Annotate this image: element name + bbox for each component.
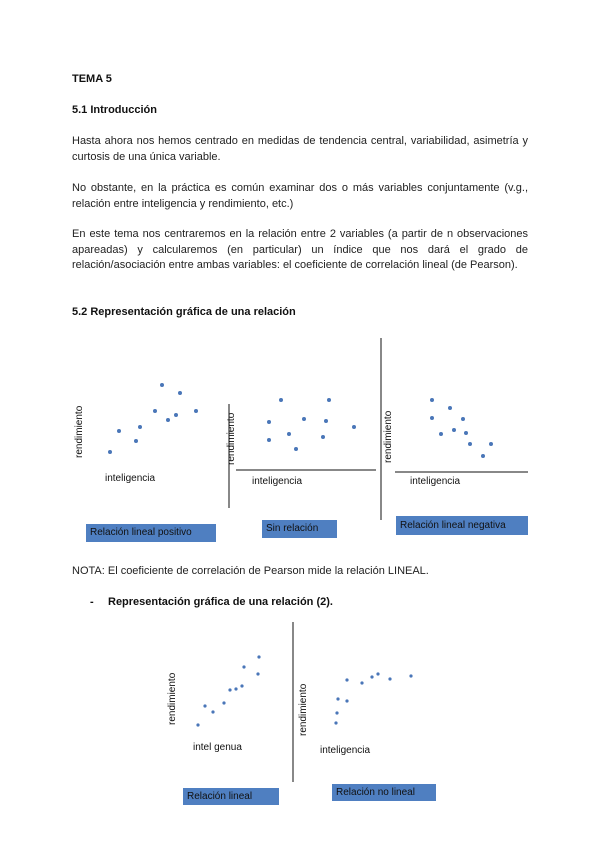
data-point [360,681,363,684]
data-point [452,428,456,432]
data-point [388,677,391,680]
scatter-negative-points [430,398,493,458]
y-axis-label: rendimiento [167,672,178,725]
data-point [267,420,271,424]
paragraph-joint: No obstante, en la práctica es común examinar dos o más variables conjuntamente (v.g., relación entre inteligencia y rendimiento, etc.) [72,182,528,210]
data-point [178,391,182,395]
scatter-nonlinear-points [334,672,412,724]
data-point [166,418,170,422]
data-point [489,442,493,446]
data-point [234,687,237,690]
data-point [279,398,283,402]
data-point [228,688,231,691]
data-point [256,672,259,675]
caption-nonlinear: Relación no lineal [332,784,436,801]
data-point [240,684,243,687]
data-point [287,432,291,436]
paragraph-intro: Hasta ahora nos hemos centrado en medidas de tendencia central, variabilidad, asimetría y curtosis de una única variable. [72,135,528,163]
data-point [345,678,348,681]
bullet-marker: - [90,596,94,608]
data-point [327,398,331,402]
data-point [203,704,206,707]
data-point [194,409,198,413]
scatter-linear-points [196,655,260,726]
y-axis-label: rendimiento [226,412,237,465]
data-point [321,435,325,439]
x-axis-label: inteligencia [105,473,156,484]
section-heading-graph: 5.2 Representación gráfica de una relación [72,306,296,318]
data-point [211,710,214,713]
data-point [336,697,339,700]
data-point [108,450,112,454]
data-point [117,429,121,433]
y-axis-label: rendimiento [74,405,85,458]
y-axis-label: rendimiento [298,683,309,736]
data-point [222,701,225,704]
data-point [481,454,485,458]
data-point [138,425,142,429]
data-point [409,674,412,677]
data-point [430,416,434,420]
data-point [430,398,434,402]
data-point [267,438,271,442]
data-point [134,439,138,443]
data-point [196,723,199,726]
caption-linear: Relación lineal [183,788,279,805]
data-point [334,721,337,724]
data-point [352,425,356,429]
scatter-none-points [267,398,356,451]
bullet-heading: Representación gráfica de una relación (2). [108,596,333,608]
caption-none: Sin relación [262,520,337,538]
data-point [439,432,443,436]
data-point [468,442,472,446]
page-title: TEMA 5 [72,73,112,85]
x-axis-label: inteligencia [252,476,303,487]
data-point [461,417,465,421]
data-point [160,383,164,387]
data-point [376,672,379,675]
data-point [464,431,468,435]
caption-negative: Relación lineal negativa [396,516,528,535]
data-point [448,406,452,410]
caption-positive: Relación lineal positivo [86,524,216,542]
scatter-positive-points [108,383,198,454]
data-point [242,665,245,668]
data-point [257,655,260,658]
data-point [153,409,157,413]
x-axis-label: inteligencia [410,476,461,487]
data-point [345,699,348,702]
section-heading-intro: 5.1 Introducción [72,104,157,116]
x-axis-label: inteligencia [320,745,371,756]
paragraph-pearson: En este tema nos centraremos en la relación entre 2 variables (a partir de n observaciones apareadas) y calcularemos (en particular) un índice que nos dará el grado de relación/asociación entre ambas variables: el coeficiente de correlación lineal (de Pearson). [72,228,528,271]
y-axis-label: rendimiento [383,410,394,463]
data-point [174,413,178,417]
data-point [294,447,298,451]
x-axis-label-garbled: intel genua [193,742,242,753]
data-point [335,711,338,714]
data-point [370,675,373,678]
data-point [324,419,328,423]
note-text: NOTA: El coeficiente de correlación de Pearson mide la relación LINEAL. [72,565,429,577]
data-point [302,417,306,421]
